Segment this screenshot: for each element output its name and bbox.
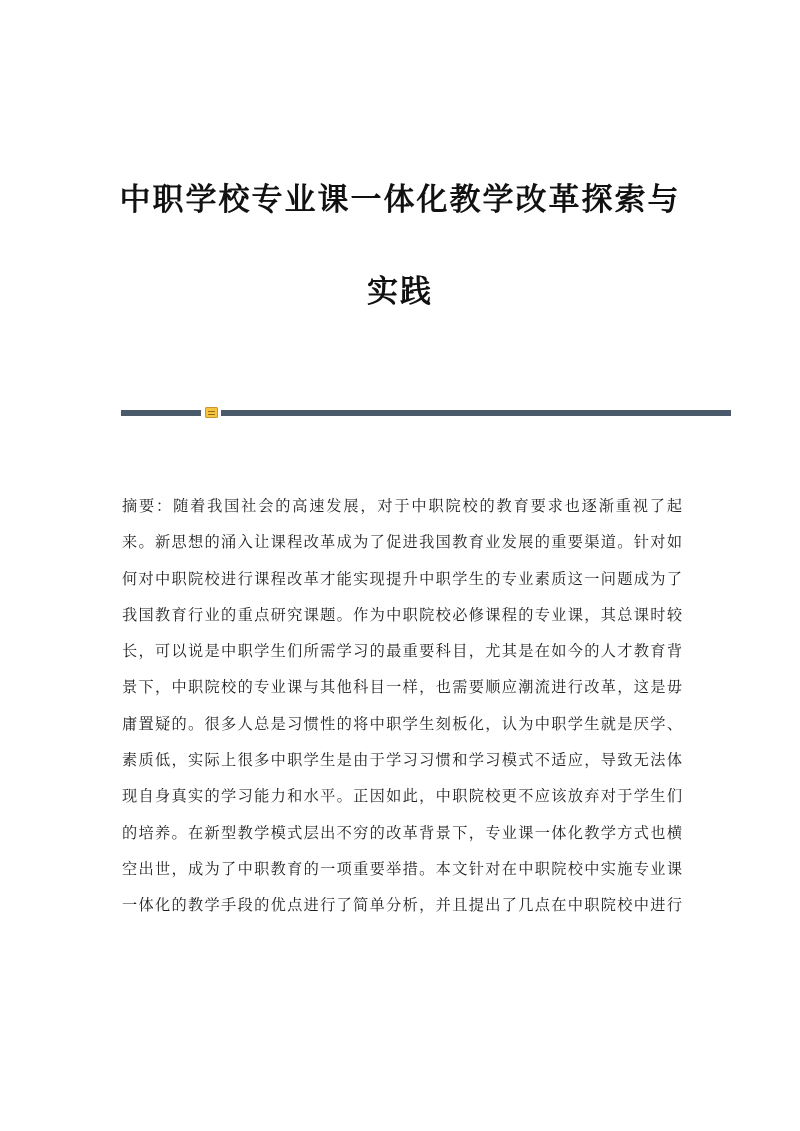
- abstract-line: 长，可以说是中职学生们所需学习的最重要科目，尤其是在如今的人才教育背: [122, 642, 682, 661]
- abstract-line: 现自身真实的学习能力和水平。正因如此，中职院校更不应该放弃对于学生们: [122, 787, 682, 806]
- abstract-line: 景下，中职院校的专业课与其他科目一样，也需要顺应潮流进行改革，这是毋: [122, 678, 682, 697]
- abstract-line: 来。新思想的涌入让课程改革成为了促进我国教育业发展的重要渠道。针对如: [122, 533, 682, 552]
- title-line-1: 中职学校专业课一体化教学改革探索与: [119, 182, 681, 218]
- abstract-line: 庸置疑的。很多人总是习惯性的将中职学生刻板化，认为中职学生就是厌学、: [122, 714, 682, 733]
- abstract-line: 何对中职院校进行课程改革才能实现提升中职学生的专业素质这一问题成为了: [122, 569, 682, 588]
- document-badge-icon: [205, 407, 218, 418]
- document-title: [0, 180, 800, 312]
- abstract-line: 我国教育行业的重点研究课题。作为中职院校必修课程的专业课，其总课时较: [122, 605, 682, 624]
- title-divider: [121, 407, 731, 419]
- title-line-2: 实践: [367, 274, 433, 310]
- abstract-line: 一体化的教学手段的优点进行了简单分析，并且提出了几点在中职院校中进行: [122, 896, 682, 915]
- divider-bar-right: [221, 410, 731, 416]
- divider-bar-left: [121, 410, 201, 416]
- abstract-line: 素质低，实际上很多中职学生是由于学习习惯和学习模式不适应，导致无法体: [122, 751, 682, 770]
- abstract-line: 摘要：随着我国社会的高速发展，对于中职院校的教育要求也逐渐重视了起: [122, 497, 682, 515]
- abstract-line: 的培养。在新型教学模式层出不穷的改革背景下，专业课一体化教学方式也横: [122, 823, 682, 842]
- abstract-paragraph: [122, 488, 682, 924]
- abstract-line: 空出世，成为了中职教育的一项重要举措。本文针对在中职院校中实施专业课: [122, 859, 682, 878]
